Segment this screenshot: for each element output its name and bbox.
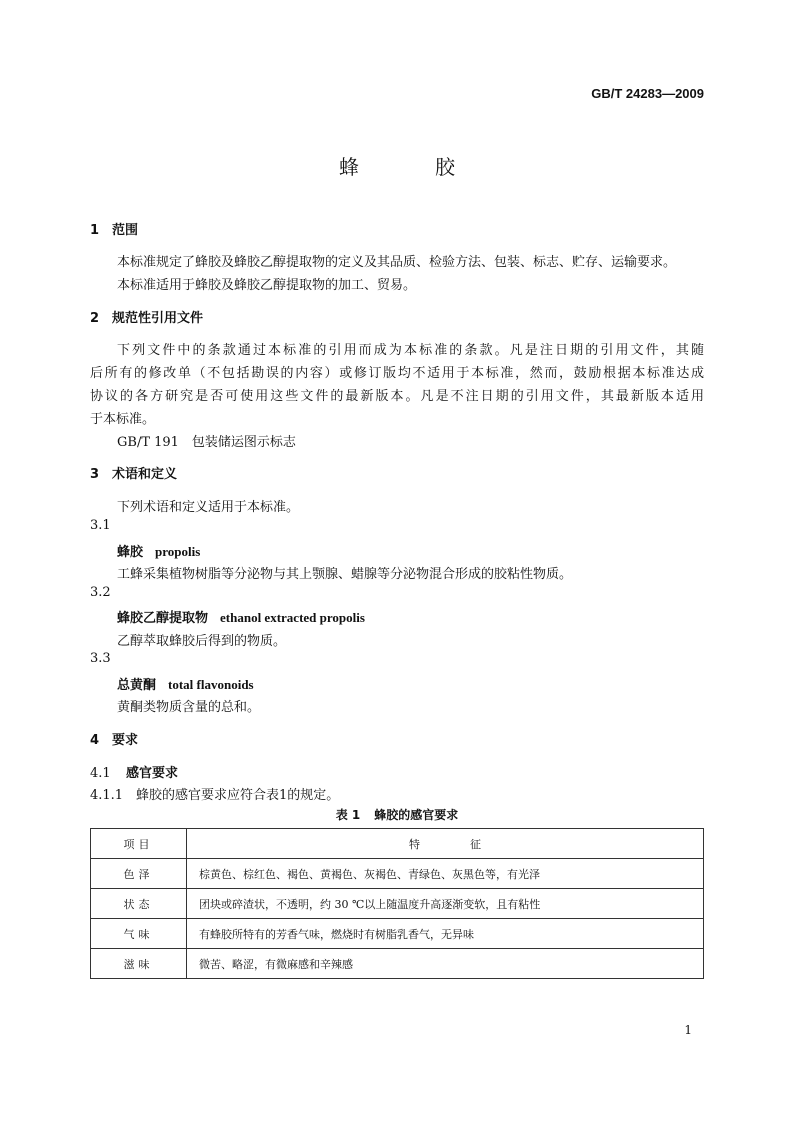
table-cell-item: 色泽 [91, 859, 187, 889]
table-cell-item: 气味 [91, 919, 187, 949]
table-row [91, 859, 704, 889]
column-header-characteristic: 特征 [187, 829, 704, 859]
table-cell-characteristic: 有蜂胶所特有的芳香气味，燃烧时有树脂乳香气，无异味 [187, 919, 704, 949]
subsection-number: 4.1 [90, 766, 111, 781]
section-title: 范围 [112, 223, 139, 238]
document-title: 蜂胶 [339, 155, 531, 179]
table-row [91, 919, 704, 949]
term-chinese: 总黄酮 [117, 678, 157, 693]
table-row [91, 889, 704, 919]
table-caption-number: 表 1 [335, 808, 361, 822]
table-caption-title: 蜂胶的感官要求 [374, 808, 459, 822]
term-definition: 黄酮类物质含量的总和。 [117, 700, 261, 715]
table-cell-item: 状态 [91, 889, 187, 919]
terms-intro: 下列术语和定义适用于本标准。 [117, 500, 300, 515]
section-title: 术语和定义 [112, 467, 178, 482]
scope-paragraph-2: 本标准适用于蜂胶及蜂胶乙醇提取物的加工、贸易。 [117, 278, 417, 293]
scope-paragraph-1: 本标准规定了蜂胶及蜂胶乙醇提取物的定义及其品质、检验方法、包装、标志、贮存、运输要求。 [117, 255, 677, 270]
page-number: 1 [684, 1023, 692, 1037]
term-english: total flavonoids [168, 677, 254, 692]
table-cell-characteristic: 棕黄色、棕红色、褐色、黄褐色、灰褐色、青绿色、灰黑色等，有光泽 [187, 859, 704, 889]
section-number: 4 [90, 733, 100, 748]
references-line-3: 协议的各方研究是否可使用这些文件的最新版本。凡是不注日期的引用文件，其最新版本适用 [90, 389, 704, 404]
term-english: propolis [155, 544, 201, 559]
table-cell-characteristic: 团块或碎渣状，不透明，约 30 ℃以上随温度升高逐渐变软，且有粘性 [187, 889, 704, 919]
table-cell-characteristic: 微苦、略涩，有微麻感和辛辣感 [187, 949, 704, 979]
references-line-1: 下列文件中的条款通过本标准的引用而成为本标准的条款。凡是注日期的引用文件，其随 [117, 343, 704, 358]
term-number: 3.2 [90, 585, 111, 600]
term-chinese: 蜂胶乙醇提取物 [117, 611, 209, 626]
section-number: 2 [90, 311, 100, 326]
table-caption [0, 806, 794, 823]
table-cell-item: 滋味 [91, 949, 187, 979]
term-number: 3.1 [90, 518, 111, 533]
subsection-title: 感官要求 [126, 766, 179, 781]
reference-gbt191: GB/T 191 包装储运图示标志 [117, 435, 296, 450]
section-number: 1 [90, 223, 100, 238]
section-2-heading [90, 307, 203, 326]
section-3-heading [90, 463, 177, 482]
section-title: 规范性引用文件 [112, 311, 204, 326]
term-number: 3.3 [90, 651, 111, 666]
subsection-4-1-heading [90, 762, 178, 781]
column-header-item: 项目 [91, 829, 187, 859]
term-heading [117, 674, 254, 693]
standard-number: GB/T 24283—2009 [591, 86, 704, 101]
references-line-4: 于本标准。 [90, 412, 156, 427]
section-title: 要求 [112, 733, 139, 748]
term-english: ethanol extracted propolis [220, 610, 365, 625]
term-heading [117, 607, 365, 626]
section-1-heading [90, 219, 138, 238]
clause-4-1-1 [90, 784, 339, 803]
section-number: 3 [90, 467, 100, 482]
section-4-heading [90, 729, 138, 748]
table-row [91, 949, 704, 979]
references-line-2: 后所有的修改单（不包括勘误的内容）或修订版均不适用于本标准，然而，鼓励根据本标准达成 [90, 366, 704, 381]
table-header-row [91, 829, 704, 859]
clause-text: 蜂胶的感官要求应符合表1的规定。 [136, 788, 340, 803]
sensory-requirements-table [90, 828, 704, 979]
term-chinese: 蜂胶 [117, 545, 144, 560]
term-definition: 乙醇萃取蜂胶后得到的物质。 [117, 634, 287, 649]
term-definition: 工蜂采集植物树脂等分泌物与其上颚腺、蜡腺等分泌物混合形成的胶粘性物质。 [117, 567, 573, 582]
clause-number: 4.1.1 [90, 788, 124, 803]
term-heading [117, 541, 200, 560]
